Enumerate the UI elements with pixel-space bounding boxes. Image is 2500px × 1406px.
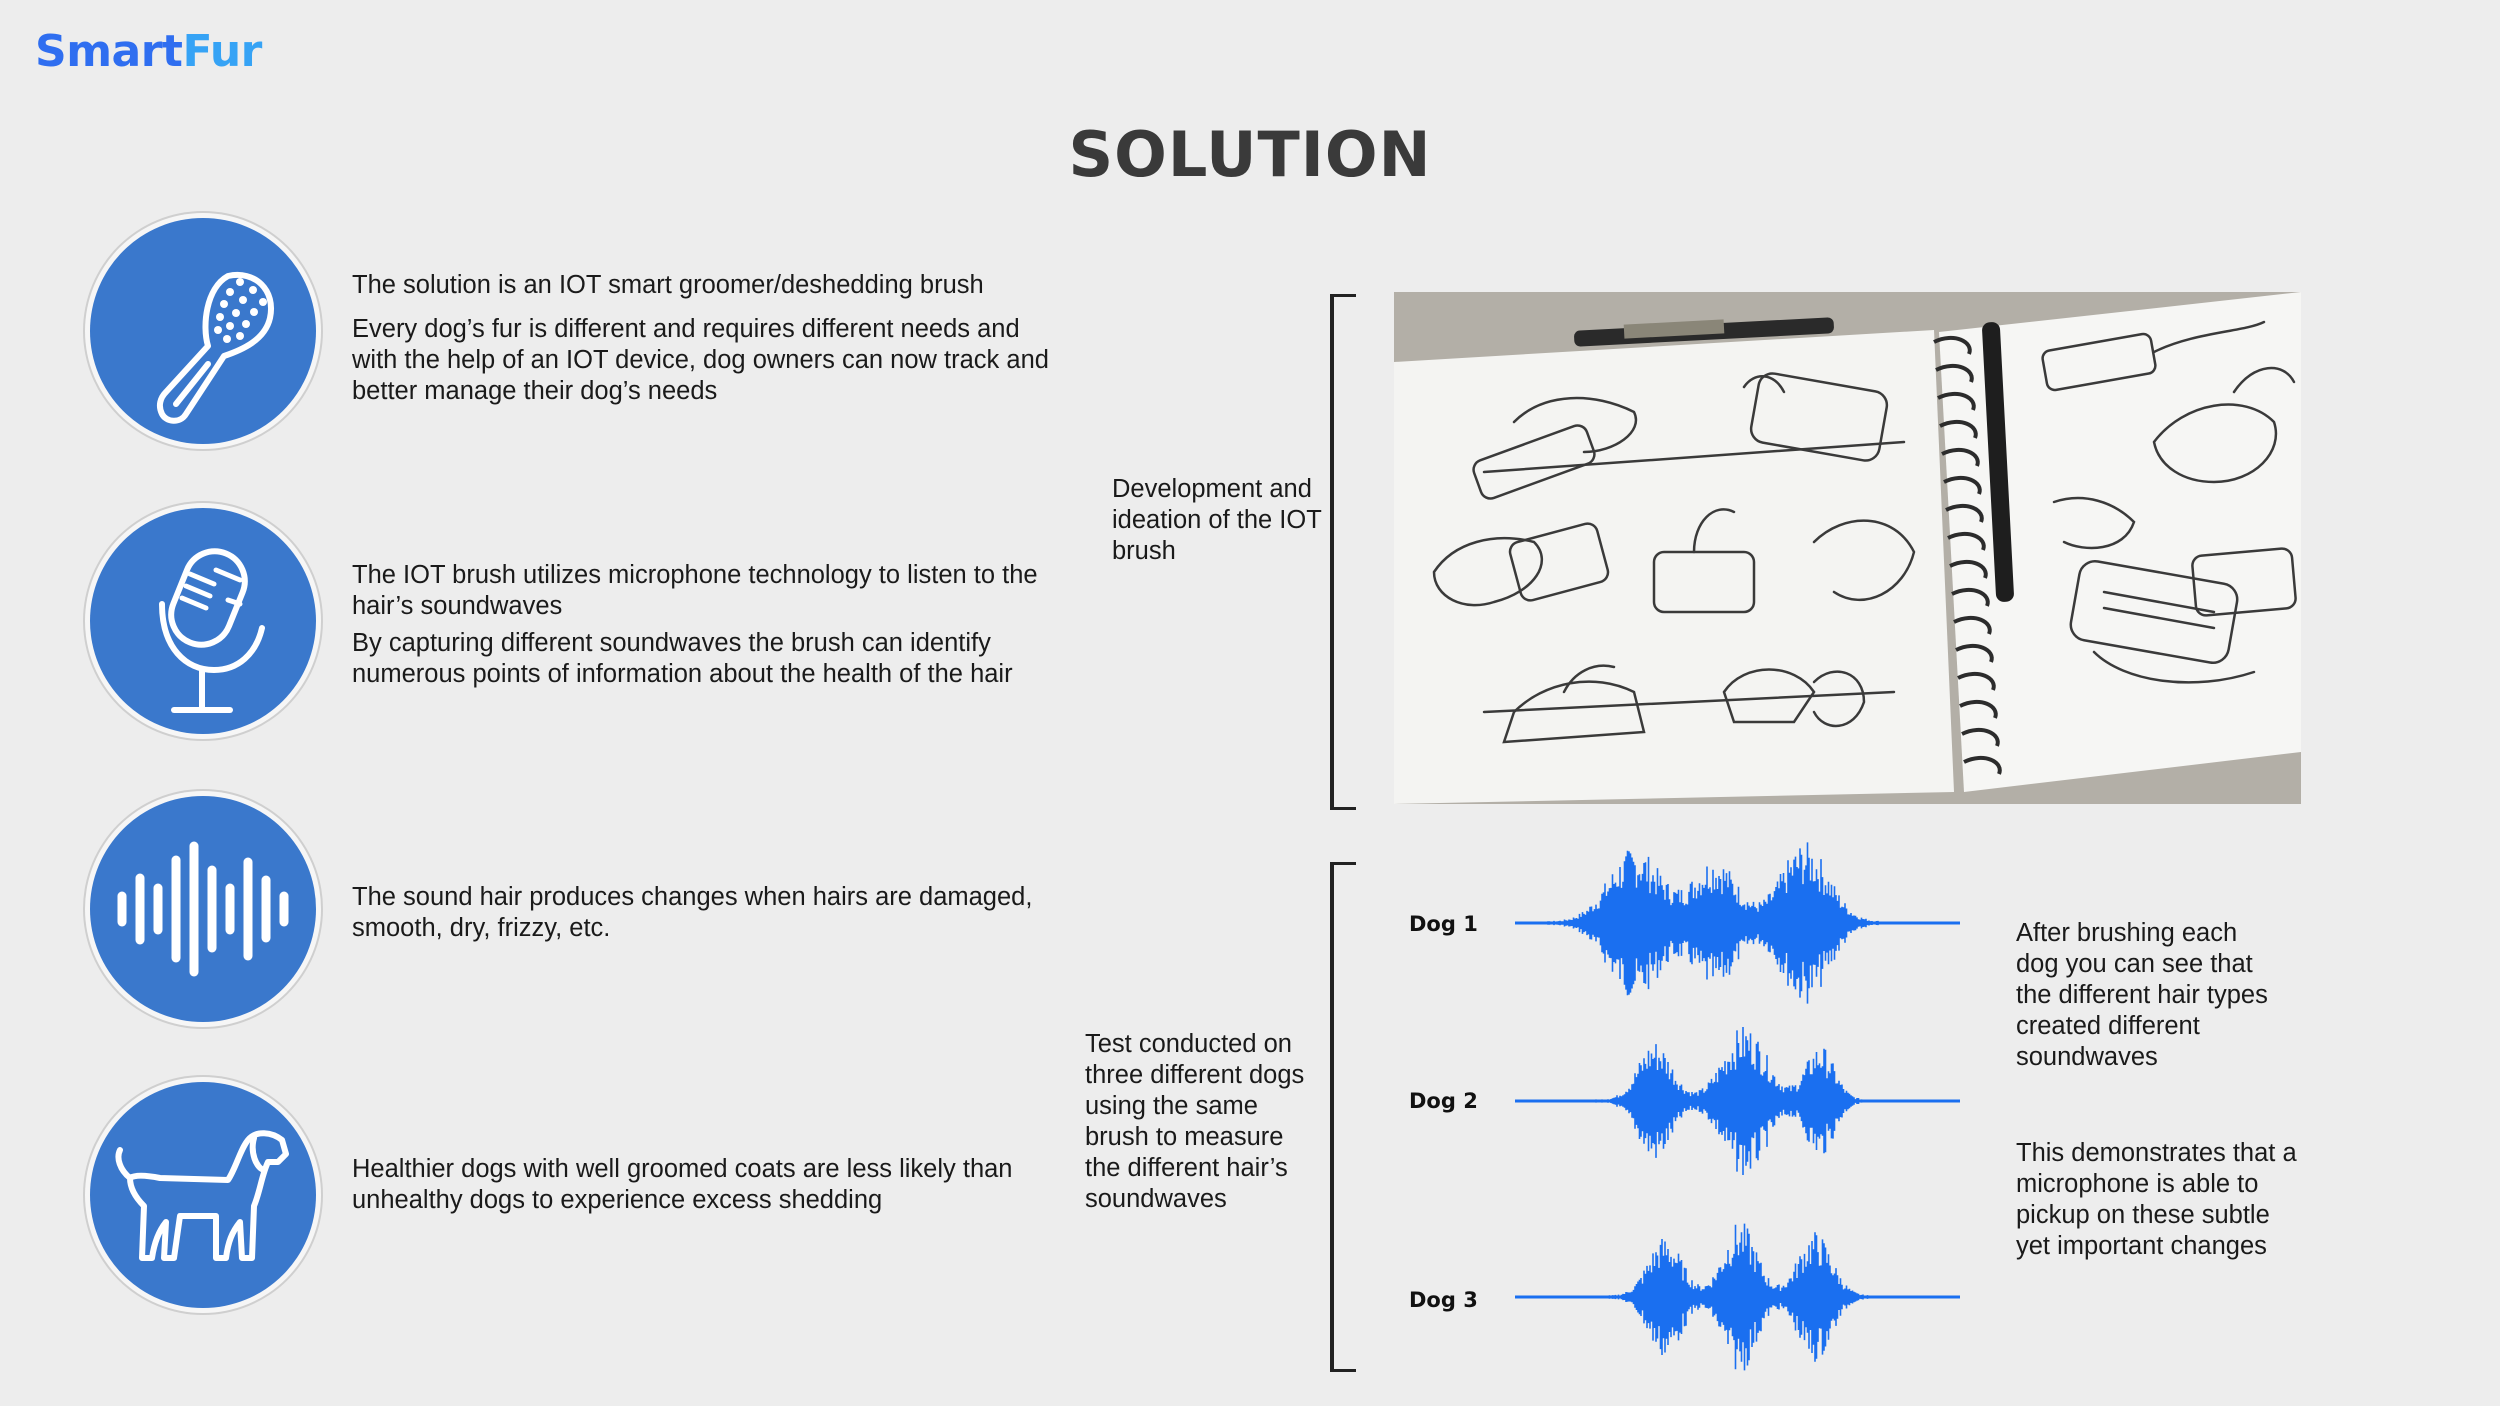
dog3-waveform — [1515, 1212, 1960, 1382]
row1-text — [352, 270, 1072, 413]
result-text-2: This demonstrates that a microphone is able to pickup on these subtle yet important changes — [2016, 1139, 2297, 1260]
microphone-icon — [90, 508, 316, 734]
development-caption: Development and ideation of the IOT brush — [1112, 475, 1322, 565]
row3-text — [352, 882, 1072, 950]
logo-part-fur: Fur — [182, 26, 262, 77]
development-bracket — [1330, 294, 1356, 810]
row2-paragraph-2: By capturing different soundwaves the brush can identify numerous points of information about the health of the hair — [352, 629, 1013, 688]
dog1-waveform — [1515, 838, 1960, 1008]
dog2-waveform — [1515, 1016, 1960, 1186]
result-text-1: After brushing each dog you can see that the different hair types created different soundwaves — [2016, 919, 2268, 1071]
soundwave-icon — [90, 796, 316, 1022]
dog2-label: Dog 2 — [1409, 1089, 1478, 1113]
sketchbook-photo — [1394, 292, 2301, 804]
row4-paragraph-1: Healthier dogs with well groomed coats are less likely than unhealthy dogs to experience excess shedding — [352, 1155, 1013, 1214]
test-caption: Test conducted on three different dogs using the same brush to measure the different hair’s soundwaves — [1085, 1030, 1305, 1213]
row1-paragraph-1: The solution is an IOT smart groomer/deshedding brush — [352, 271, 984, 299]
logo-part-smart: Smart — [35, 26, 183, 77]
dog1-label: Dog 1 — [1409, 912, 1478, 936]
dog-icon — [90, 1082, 316, 1308]
test-bracket — [1330, 862, 1356, 1372]
page-title: SOLUTION — [1068, 118, 1432, 191]
row2-paragraph-1: The IOT brush utilizes microphone technology to listen to the hair’s soundwaves — [352, 561, 1038, 620]
row2-text — [352, 560, 1072, 696]
row3-paragraph-1: The sound hair produces changes when hairs are damaged, smooth, dry, frizzy, etc. — [352, 883, 1033, 942]
dog3-label: Dog 3 — [1409, 1288, 1478, 1312]
row4-text — [352, 1154, 1072, 1222]
brush-icon — [90, 218, 316, 444]
app-logo — [35, 26, 262, 77]
row1-paragraph-2: Every dog’s fur is different and requires different needs and with the help of an IOT device, dog owners can now track and better manage their dog’s needs — [352, 315, 1049, 405]
